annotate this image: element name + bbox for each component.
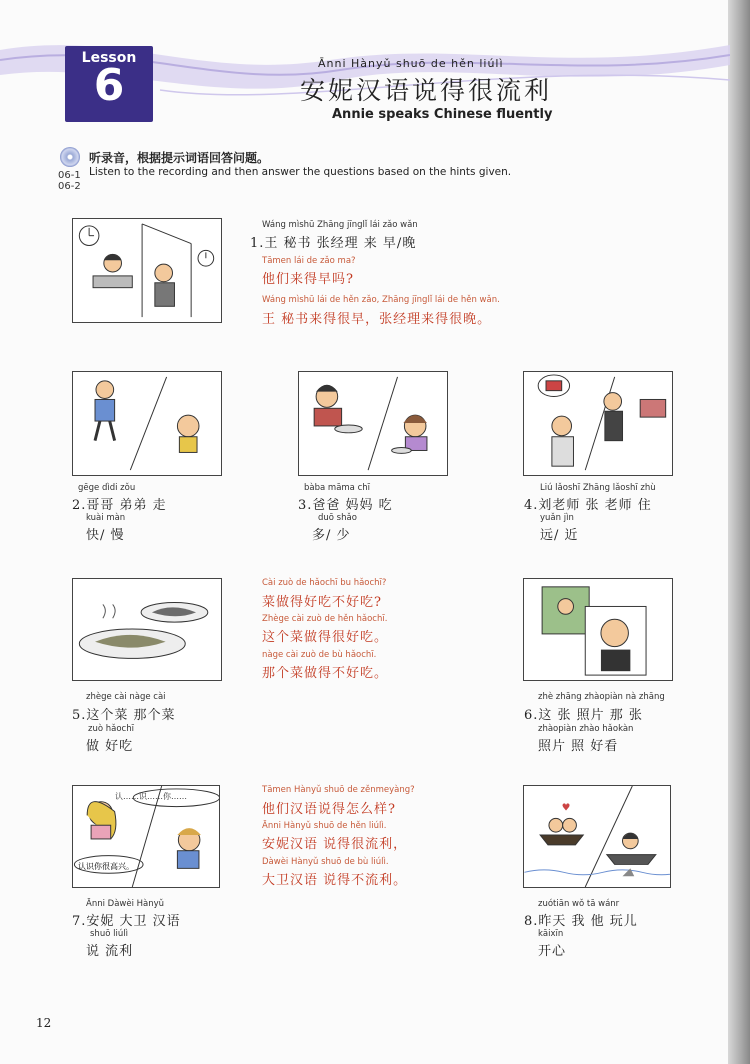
track-number: 06-1 — [58, 170, 81, 181]
q7-hint-words-2: 说 流利 — [86, 944, 134, 959]
q7-speech-bubble-bottom: 认识你很高兴。 — [78, 862, 134, 871]
q5-question: 菜做得好吃不好吃? — [262, 595, 382, 610]
lesson-number: 6 — [93, 60, 125, 111]
q1-answer-pinyin: Wáng mìshū lái de hěn zǎo, Zhāng jīnglǐ lái de hěn wǎn. — [262, 295, 500, 305]
q5-pinyin-line1: zhège cài nàge cài — [86, 692, 166, 702]
q1-question: 他们来得早吗? — [262, 272, 354, 287]
q1-hint-words: 1.王 秘书 张经理 来 早/晚 — [250, 236, 417, 251]
q3-pinyin-line2: duō shǎo — [318, 513, 357, 523]
q5-pinyin-line2: zuò hǎochī — [88, 724, 134, 734]
q6-hint-words-2: 照片 照 好看 — [538, 739, 619, 754]
q4-hint-words-2: 远/ 近 — [540, 528, 579, 543]
q1-answer: 王 秘书来得很早，张经理来得很晚。 — [262, 312, 492, 327]
q3-hint-words-2: 多/ 少 — [312, 528, 351, 543]
illustration-parents-eating — [298, 371, 448, 476]
page-edge-shadow — [728, 0, 750, 1064]
q2-pinyin-line2: kuài màn — [86, 513, 126, 523]
illustration-teachers-home — [523, 371, 673, 476]
q3-pinyin-line1: bàba māma chī — [304, 483, 371, 493]
q7-pinyin-line1: Ānni Dàwèi Hànyǔ — [86, 899, 165, 909]
q5-answer1-pinyin: Zhège cài zuò de hěn hǎochī. — [262, 614, 388, 624]
q7-question-pinyin: Tāmen Hànyǔ shuō de zěnmeyàng? — [262, 785, 415, 795]
audio-cd-icon[interactable] — [60, 147, 80, 167]
q8-hint-words: 8.昨天 我 他 玩儿 — [524, 914, 638, 929]
instruction-chinese: 听录音，根据提示词语回答问题。 — [89, 151, 270, 165]
q2-pinyin-line1: gēge dìdi zǒu — [78, 483, 136, 493]
track-number: 06-2 — [58, 181, 81, 192]
q2-hint-words-2: 快/ 慢 — [86, 528, 125, 543]
illustration-boats — [523, 785, 671, 888]
lesson-title-english: Annie speaks Chinese fluently — [332, 107, 553, 122]
q7-answer1: 安妮汉语 说得很流利， — [262, 837, 408, 852]
q4-pinyin-line1: Liú lǎoshī Zhāng lǎoshī zhù — [540, 483, 656, 493]
q2-hint-words: 2.哥哥 弟弟 走 — [72, 498, 167, 513]
q5-answer2: 那个菜做得不好吃。 — [262, 666, 389, 681]
title-pinyin: Ānni Hànyǔ shuō de hěn liúlì — [318, 57, 504, 70]
q7-answer1-pinyin: Ānni Hànyǔ shuō de hěn liúlì. — [262, 821, 387, 831]
q1-question-pinyin: Tāmen lái de zǎo ma? — [262, 256, 356, 266]
lesson-title: 安妮汉语说得很流利 — [300, 76, 553, 105]
q6-pinyin-line1: zhè zhāng zhàopiàn nà zhāng — [538, 692, 665, 702]
q1-hint-pinyin: Wáng mìshū Zhāng jīnglǐ lái zǎo wǎn — [262, 220, 418, 230]
q8-pinyin-line2: kāixīn — [538, 929, 564, 939]
q5-answer2-pinyin: nàge cài zuò de bù hǎochī. — [262, 650, 377, 660]
q6-pinyin-line2: zhàopiàn zhào hǎokàn — [538, 724, 634, 734]
q6-hint-words: 6.这 张 照片 那 张 — [524, 708, 643, 723]
lesson-badge — [65, 46, 153, 122]
illustration-fish-dishes — [72, 578, 222, 681]
q7-answer2-pinyin: Dàwèi Hànyǔ shuō de bù liúlì. — [262, 857, 389, 867]
q7-question: 他们汉语说得怎么样? — [262, 802, 396, 817]
q3-hint-words: 3.爸爸 妈妈 吃 — [298, 498, 393, 513]
svg-text:♥: ♥ — [561, 802, 571, 814]
q5-answer1: 这个菜做得很好吃。 — [262, 630, 389, 645]
q7-hint-words: 7.安妮 大卫 汉语 — [72, 914, 181, 929]
q7-speech-bubble-top: 认……识……你…… — [115, 792, 187, 801]
q5-hint-words: 5.这个菜 那个菜 — [72, 708, 176, 723]
page-number: 12 — [36, 1016, 52, 1030]
illustration-brothers-walking — [72, 371, 222, 476]
q8-pinyin-line1: zuótiān wǒ tā wánr — [538, 899, 620, 909]
q4-hint-words: 4.刘老师 张 老师 住 — [524, 498, 652, 513]
q5-hint-words-2: 做 好吃 — [86, 739, 134, 754]
lesson-label: Lesson — [81, 50, 137, 66]
q8-hint-words-2: 开心 — [538, 944, 567, 959]
q5-question-pinyin: Cài zuò de hǎochī bu hǎochī? — [262, 578, 387, 588]
illustration-office — [72, 218, 222, 323]
illustration-photos — [523, 578, 673, 681]
q7-answer2: 大卫汉语 说得不流利。 — [262, 873, 408, 888]
instruction-english: Listen to the recording and then answer the questions based on the hints given. — [89, 166, 512, 178]
q7-pinyin-line2: shuō liúlì — [90, 929, 128, 939]
q4-pinyin-line2: yuǎn jìn — [540, 513, 574, 523]
